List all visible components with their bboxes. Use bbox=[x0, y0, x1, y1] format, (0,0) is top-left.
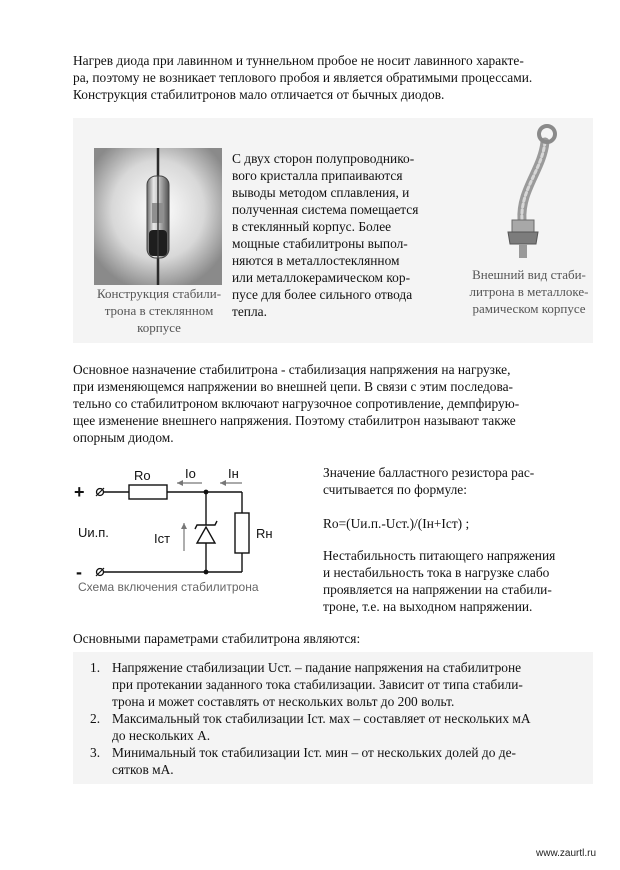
ballast-formula: Ro=(Uи.п.-Uст.)/(Iн+Iст) ; bbox=[323, 516, 470, 531]
list-item: 2. Максимальный ток стабилизации Iст. мах – составляет от нескольких мА до нескольких А. bbox=[90, 711, 531, 743]
zener-diode bbox=[197, 527, 215, 543]
list-item: 1. Напряжение стабилизации Uст. – падание напряжения на стабилитроне при протекании заданного тока стабилизации. Зависит от типа стабили- трона и может составлять от нескольких вольт до 200 вольт. bbox=[90, 660, 523, 709]
glass-diode-caption: Конструкция стабили- трона в стеклянном корпусе bbox=[96, 286, 222, 335]
circuit-diagram bbox=[72, 455, 312, 595]
intro-line: Конструкция стабилитронов мало отличается от бычных диодов. bbox=[73, 87, 445, 102]
glass-diode-photo bbox=[94, 148, 222, 285]
label-uin: Uи.п. bbox=[78, 525, 109, 540]
label-ist: Iст bbox=[154, 531, 171, 546]
label-plus: + bbox=[74, 482, 85, 502]
construction-text: С двух сторон полупроводнико- вого кристалла припаиваются выводы методом сплавления, и полученная система помещается в стеклянный корпус. Более мощные стабилитроны выпол- няются в металлостеклянном или металлокерамическом кор- пусе для более сильного отвода тепла. bbox=[232, 151, 419, 319]
intro-line: ра, поэтому не возникает теплового пробоя и является обратимыми процессами. bbox=[73, 70, 533, 85]
intro-line: Нагрев диода при лавинном и туннельном пробое не носит лавинного характе- bbox=[73, 53, 524, 68]
params-list bbox=[90, 659, 590, 778]
purpose-paragraph: Основное назначение стабилитрона - стабилизация напряжения на нагрузке, при изменяющемся напряжении во внешней цепи. В связи с этим последова- тельно со стабилитроном включают нагрузочное сопротивление, демпфирую- щее изменение внешнего напряжения. Поэтому стабилитрон называют также опорным диодом. bbox=[73, 362, 520, 445]
ballast-text: Значение балластного резистора рас- считывается по формуле: bbox=[323, 465, 535, 497]
resistor-ro bbox=[129, 485, 167, 499]
label-ih: Iн bbox=[228, 466, 239, 481]
instability-text: Нестабильность питающего напряжения и нестабильность тока в нагрузке слабо проявляется на напряжении на стабили- троне, т.е. на выходном напряжении. bbox=[323, 548, 556, 614]
metal-diode-photo bbox=[490, 120, 570, 260]
params-heading: Основными параметрами стабилитрона являются: bbox=[73, 631, 361, 646]
label-ro: Ro bbox=[134, 468, 151, 483]
label-rh: Rн bbox=[256, 526, 273, 541]
footer-url[interactable]: www.zaurtl.ru bbox=[536, 848, 597, 859]
metal-diode-caption: Внешний вид стаби- литрона в металлоке- рамическом корпусе bbox=[469, 267, 589, 316]
resistor-rh bbox=[235, 513, 249, 553]
label-io: Io bbox=[185, 466, 196, 481]
circuit-caption: Схема включения стабилитрона bbox=[78, 580, 259, 594]
list-item: 3. Минимальный ток стабилизации Iст. мин – от нескольких долей до де- сятков мА. bbox=[90, 745, 516, 777]
intro-paragraph bbox=[73, 52, 593, 103]
label-minus: - bbox=[76, 562, 82, 582]
